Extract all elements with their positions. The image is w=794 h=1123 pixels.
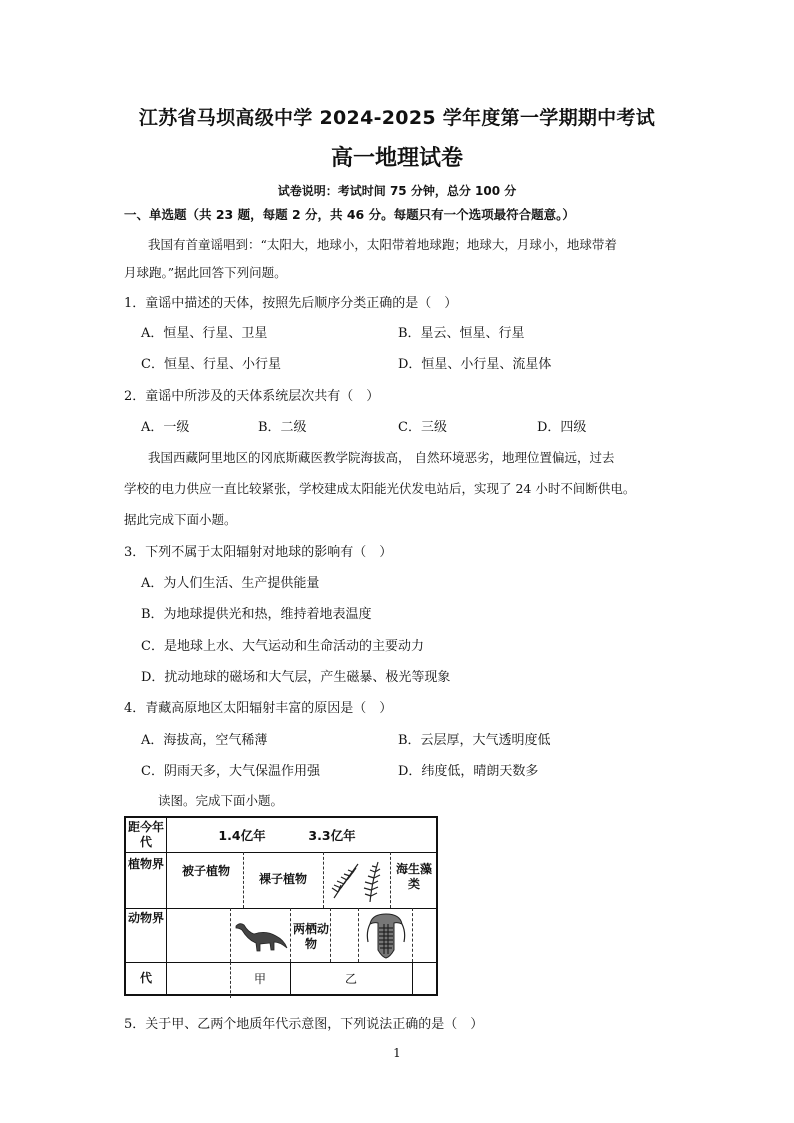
q2-option-b: B．二级 [258, 420, 307, 435]
question-3: 3．下列不属于太阳辐射对地球的影响有（ ） [124, 545, 393, 560]
passage-1-line-1: 我国有首童谣唱到：“太阳大，地球小，太阳带着地球跑；地球大，月球小，地球带着 [148, 237, 617, 252]
dinosaur-icon [232, 918, 288, 954]
q2-option-a: A．一级 [141, 420, 190, 435]
plant-marine-algae: 海生藻类 [395, 862, 432, 891]
q1-option-b: B．星云、恒星、行星 [398, 326, 525, 341]
plant-gymnosperms: 裸子植物 [258, 872, 307, 886]
question-2: 2．童谣中所涉及的天体系统层次共有（ ） [124, 389, 380, 404]
passage-2-line-3: 据此完成下面小题。 [124, 512, 237, 527]
q4-option-b: B．云层厚，大气透明度低 [398, 733, 551, 748]
question-4: 4．青藏高原地区太阳辐射丰富的原因是（ ） [124, 701, 393, 716]
q4-option-c: C．阴雨天多，大气保温作用强 [141, 764, 320, 779]
era-jia: 甲 [253, 972, 266, 986]
q4-option-d: D．纬度低，晴朗天数多 [398, 764, 539, 779]
figure-intro: 读图。完成下面小题。 [158, 793, 284, 808]
animal-amphibians: 两栖动物 [292, 922, 329, 951]
time-marker-1: 1.4亿年 [218, 828, 266, 843]
q1-option-c: C．恒星、行星、小行星 [141, 357, 281, 372]
exam-note: 试卷说明：考试时间 75 分钟，总分 100 分 [277, 184, 517, 198]
passage-1-line-2: 月球跑。”据此回答下列问题。 [124, 265, 287, 280]
section-heading: 一、单选题（共 23 题，每题 2 分，共 46 分。每题只有一个选项最符合题意。） [124, 207, 575, 222]
q2-option-d: D．四级 [537, 420, 587, 435]
question-5: 5．关于甲、乙两个地质年代示意图，下列说法正确的是（ ） [124, 1017, 484, 1032]
q2-option-c: C．三级 [398, 420, 447, 435]
era-yi: 乙 [344, 972, 357, 986]
passage-2-line-2: 学校的电力供应一直比较紧张，学校建成太阳能光伏发电站后，实现了 24 小时不间断供电。 [124, 481, 636, 496]
trilobite-icon [362, 910, 410, 960]
q3-option-b: B．为地球提供光和热，维持着地表温度 [141, 607, 372, 622]
time-marker-2: 3.3亿年 [308, 828, 356, 843]
row-label-animals: 动物界 [127, 911, 164, 925]
question-1: 1．童谣中描述的天体，按照先后顺序分类正确的是（ ） [124, 296, 458, 311]
exam-title: 江苏省马坝高级中学 2024-2025 学年度第一学期期中考试 [138, 107, 656, 129]
passage-2-line-1: 我国西藏阿里地区的冈底斯藏医教学院海拔高， 自然环境恶劣，地理位置偏远，过去 [148, 450, 615, 465]
q1-option-a: A．恒星、行星、卫星 [141, 326, 268, 341]
exam-subtitle: 高一地理试卷 [330, 146, 463, 171]
fern-icon [328, 858, 386, 904]
q3-option-d: D．扰动地球的磁场和大气层，产生磁暴、极光等现象 [141, 670, 451, 685]
geologic-time-table [124, 816, 438, 996]
q3-option-a: A．为人们生活、生产提供能量 [141, 576, 320, 591]
row-label-plants: 植物界 [127, 857, 164, 871]
page-number: 1 [393, 1046, 401, 1060]
row-label-time: 距今年代 [127, 820, 164, 849]
plant-angiosperms: 被子植物 [181, 864, 230, 878]
q4-option-a: A．海拔高，空气稀薄 [141, 733, 268, 748]
q1-option-d: D．恒星、小行星、流星体 [398, 357, 552, 372]
q3-option-c: C．是地球上水、大气运动和生命活动的主要动力 [141, 639, 424, 654]
row-label-era: 代 [139, 971, 152, 985]
